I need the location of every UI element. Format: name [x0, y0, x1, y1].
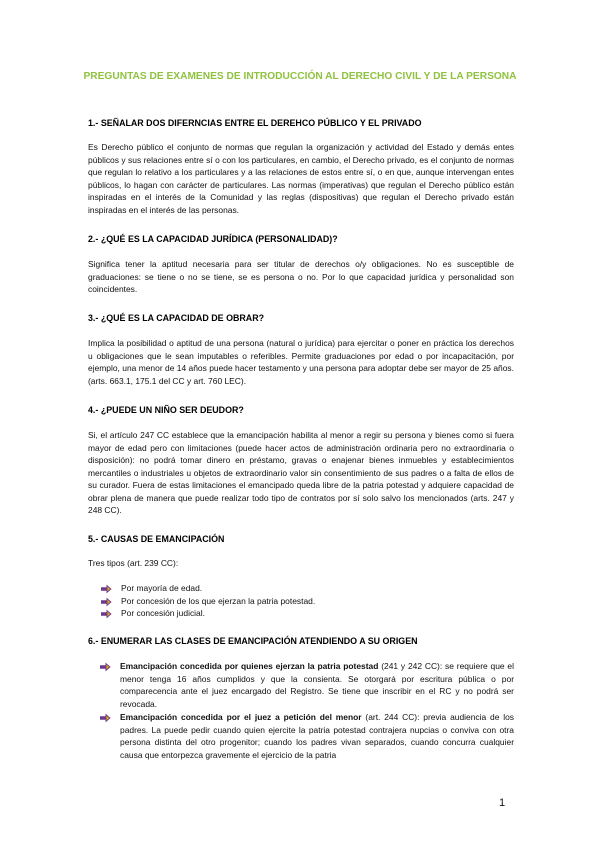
emancipation-types-list	[100, 660, 514, 762]
q4-heading: 4.- ¿PUEDE UN NIÑO SER DEUDOR?	[88, 405, 244, 415]
list-item-text: (art. 244 CC): previa audiencia de los padres. La puede pedir cuando quien ejercite la patria potestad contrajera nupcias o conviva con otra persona distinta del otro progenitor; cuando los padres vivan separados, cuando concurra cualquier causa que entorpezca gravemente el ejercicio de la patria	[120, 712, 514, 760]
list-item-text: Por concesión judicial.	[121, 608, 205, 618]
page-number: 1	[499, 797, 506, 809]
q2-heading: 2.- ¿QUÉ ES LA CAPACIDAD JURÍDICA (PERSONALIDAD)?	[88, 234, 338, 244]
q3-heading: 3.- ¿QUÉ ES LA CAPACIDAD DE OBRAR?	[88, 313, 265, 323]
arrow-bullet-icon	[101, 584, 112, 594]
arrow-bullet-icon	[100, 662, 111, 672]
q1-body: Es Derecho público el conjunto de normas que regulan la organización y actividad del Estado y demás entes públicos y sus relaciones entre sí o con los particulares, en cambio, el Derecho privado, es el conjunto de normas que regulan lo relativo a los particulares y a las relaciones de estos entre sí, o en que, aunque intervengan entes públicos, lo hagan con carácter de particulares. Las normas (imperativas) que regulan el Derecho público están inspiradas en el interés de la Comunidad y las reglas (dispositivas) que regulan el Derecho privado están inspiradas en el interés de las personas.	[88, 142, 514, 215]
list-item	[101, 582, 501, 595]
list-item-text: Por mayoría de edad.	[121, 583, 203, 593]
emancipation-causes-list	[101, 582, 501, 620]
q4-body: Si, el artículo 247 CC establece que la emancipación habilita al menor a regir su persona y bienes como si fuera mayor de edad pero con limitaciones (puede hacer actos de administración ordinaria pero no extraordinaria o disposición): no podrá tomar dinero en préstamo, gravas o enajenar bienes inmuebles y establecimientos mercantiles o industriales u objetos de extraordinario valor sin consentimiento de sus padres o a falta de ellos de su curador. Fuera de estas limitaciones el emancipado queda libre de la patria potestad y adquiere capacidad de obrar plena de manera que puede realizar todo tipo de contratos por sí solo salvo los mencionados (arts. 247 y 248 CC).	[88, 430, 514, 516]
q5-heading: 5.- CAUSAS DE EMANCIPACIÓN	[88, 534, 225, 544]
document-title: PREGUNTAS DE EXAMENES DE INTRODUCCIÓN AL DERECHO CIVIL Y DE LA PERSONA	[83, 71, 517, 82]
list-item-text: (241 y 242 CC): se requiere que el menor tenga 16 años cumplidos y que la consienta. Se otorgará por escritura pública o por comparecencia ante el juez encargado del Registro. Se tiene que inscribir en el RC y no podrá ser revocada.	[120, 661, 514, 709]
q2-body: Significa tener la aptitud necesaria para ser titular de derechos o/y obligaciones. No es susceptible de graduaciones: se tiene o no se tiene, se es persona o no. Por lo que capacidad jurídica y personalidad son coincidentes.	[88, 259, 514, 295]
list-item	[101, 607, 501, 620]
list-item	[100, 711, 514, 761]
list-item	[101, 595, 501, 608]
list-item-bold-lead: Emancipación concedida por quienes ejerzan la patria potestad	[120, 661, 379, 671]
arrow-bullet-icon	[101, 597, 112, 607]
q1-heading: 1.- SEÑALAR DOS DIFERNCIAS ENTRE EL DEREHCO PÚBLICO Y EL PRIVADO	[88, 118, 422, 128]
list-item-bold-lead: Emancipación concedida por el juez a petición del menor	[120, 712, 362, 723]
arrow-bullet-icon	[100, 713, 111, 723]
q6-heading: 6.- ENUMERAR LAS CLASES DE EMANCIPACIÓN ATENDIENDO A SU ORIGEN	[88, 636, 418, 646]
q3-body: Implica la posibilidad o aptitud de una persona (natural o jurídica) para ejercitar o poner en práctica los derechos u obligaciones que le sean imputables o referibles. Permite graduaciones por edad o por incapacitación, por ejemplo, una menor de 14 años puede hacer testamento y una persona para adoptar debe ser mayor de 25 años. (arts. 663.1, 175.1 del CC y art. 760 LEC).	[88, 338, 514, 386]
arrow-bullet-icon	[101, 609, 112, 619]
list-item	[100, 660, 514, 710]
q5-intro: Tres tipos (art. 239 CC):	[88, 558, 179, 568]
list-item-text: Por concesión de los que ejerzan la patria potestad.	[121, 595, 316, 606]
